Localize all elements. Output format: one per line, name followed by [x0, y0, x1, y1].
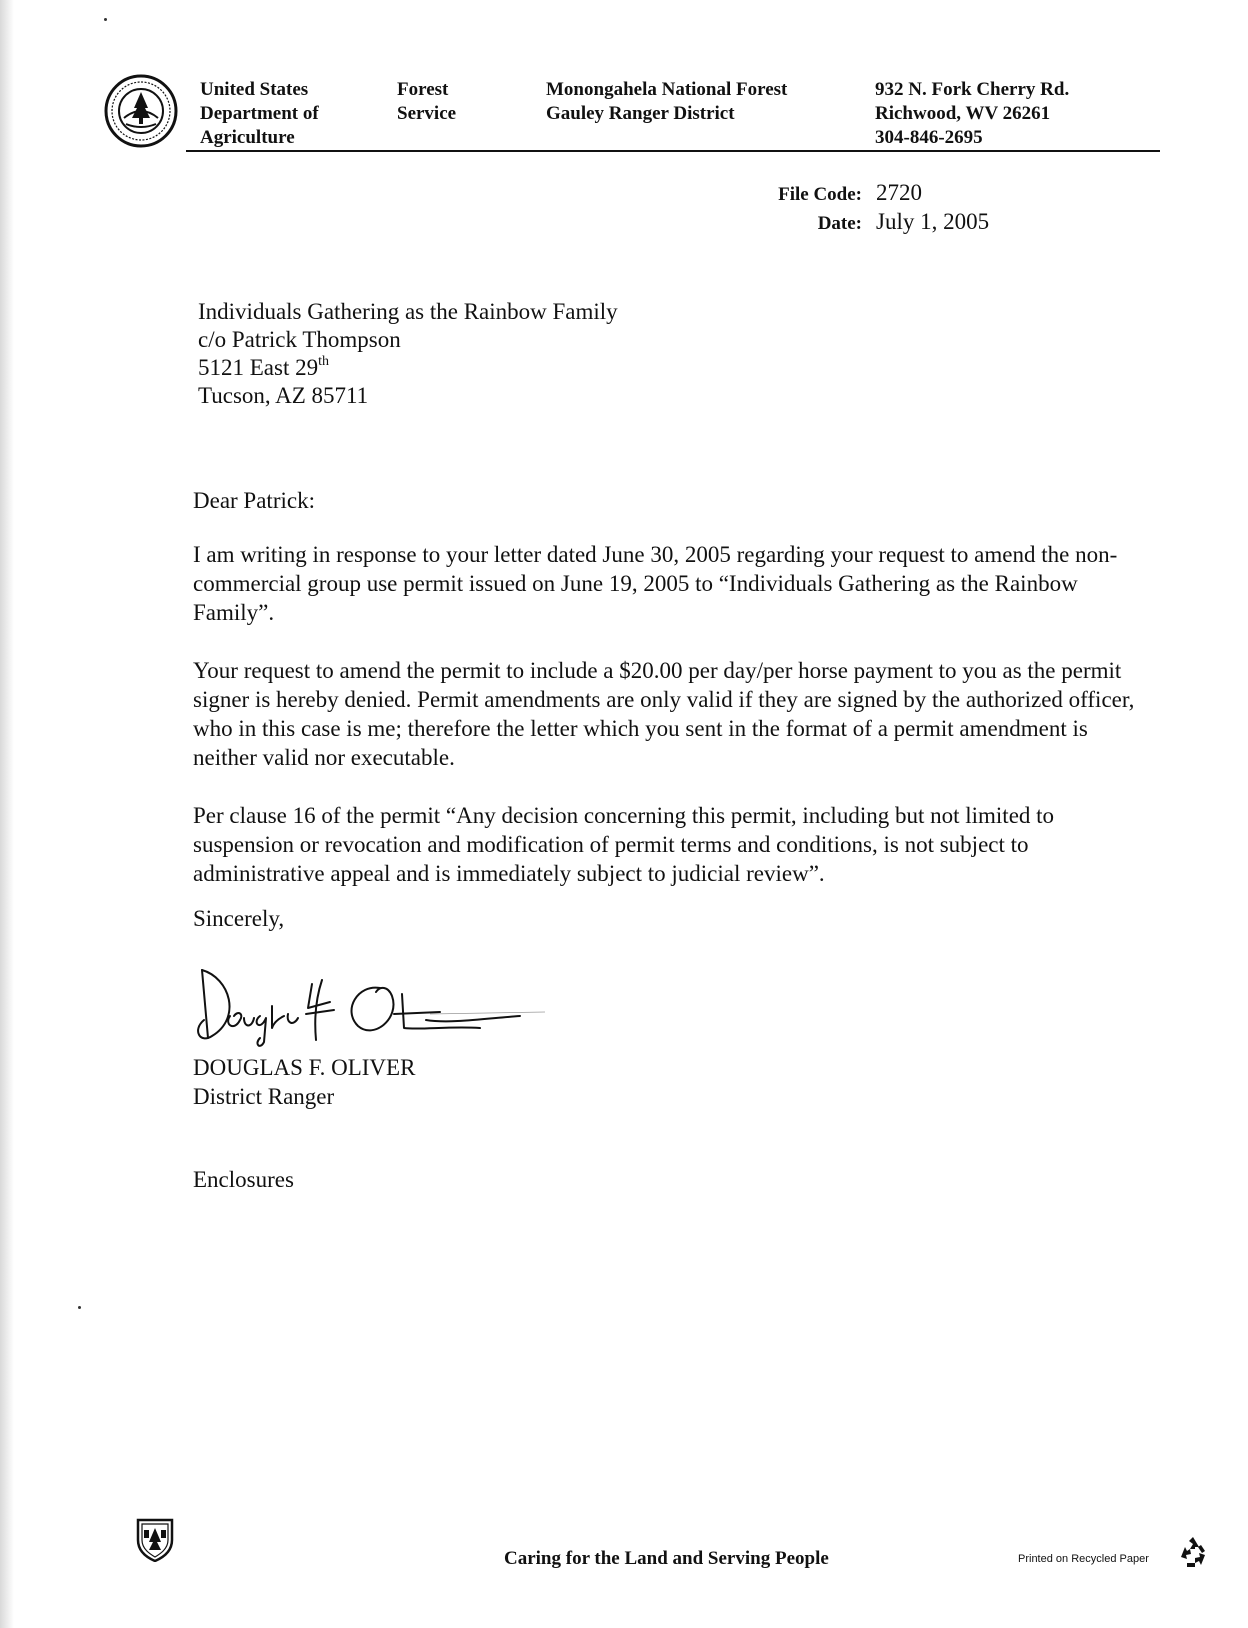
salutation: Dear Patrick:: [193, 488, 315, 513]
recipient-line: Tucson, AZ 85711: [198, 383, 369, 408]
letterhead-address: [875, 78, 1069, 150]
usda-seal-icon: [104, 74, 178, 148]
street-suffix: th: [318, 354, 329, 369]
agency-line: Agriculture: [200, 127, 295, 148]
agency-line: United States: [200, 79, 309, 100]
closing: Sincerely,: [193, 906, 285, 931]
scan-speck: [104, 18, 107, 21]
file-code-label: File Code:: [778, 184, 862, 205]
date-row: [700, 209, 1120, 238]
enclosures: Enclosures: [193, 1167, 294, 1192]
agency-line: Department of: [200, 103, 319, 124]
address-line: 304-846-2695: [875, 127, 983, 148]
letterhead-service: [397, 78, 456, 126]
signer-block: [193, 1053, 415, 1111]
recycled-paper-note: Printed on Recycled Paper: [1018, 1553, 1149, 1565]
file-code-row: [700, 180, 1120, 209]
body-paragraph: Your request to amend the permit to include a $20.00 per day/per horse payment to you as the permit signer is hereby denied. Permit amendments are only valid if they are signed by the authorized officer, who in this case is me; therefore the letter which you sent in the format of a permit amendment is neither valid nor executable.: [193, 658, 1135, 770]
recycle-icon: [1177, 1535, 1209, 1569]
letterhead-agency: [200, 78, 319, 150]
letter-body: [193, 486, 1153, 917]
body-paragraph: I am writing in response to your letter dated June 30, 2005 regarding your request to amend the non-commercial group use permit issued on June 19, 2005 to “Individuals Gathering as the Rainbow Family”.: [193, 542, 1118, 625]
recipient-line: c/o Patrick Thompson: [198, 327, 401, 352]
body-paragraph: Per clause 16 of the permit “Any decision concerning this permit, including but not limited to suspension or revocation and modification of permit terms and conditions, is not subject to administrative appeal and is immediately subject to judicial review”.: [193, 803, 1055, 886]
recipient-line: [198, 354, 618, 382]
forest-service-shield-icon: [134, 1516, 176, 1562]
unit-line: Gauley Ranger District: [546, 103, 735, 124]
service-line: Forest: [397, 79, 449, 100]
recipient-line: Individuals Gathering as the Rainbow Family: [198, 299, 618, 324]
signer-title: District Ranger: [193, 1084, 335, 1109]
recipient-address: [198, 298, 618, 410]
letterhead-rule: [186, 150, 1160, 152]
unit-line: Monongahela National Forest: [546, 79, 788, 100]
file-meta: [700, 180, 1120, 238]
service-line: Service: [397, 103, 457, 124]
date-value: July 1, 2005: [876, 209, 990, 234]
address-line: Richwood, WV 26261: [875, 103, 1051, 124]
footer-motto: Caring for the Land and Serving People: [504, 1548, 829, 1569]
file-code-value: 2720: [876, 180, 922, 205]
scan-edge: [0, 0, 14, 1628]
date-label: Date:: [817, 213, 862, 234]
handwritten-signature: [190, 958, 550, 1058]
letterhead-unit: [546, 78, 787, 126]
scan-speck: [78, 1306, 81, 1309]
address-line: 932 N. Fork Cherry Rd.: [875, 79, 1070, 100]
signer-name: DOUGLAS F. OLIVER: [193, 1055, 416, 1080]
street-text: 5121 East 29: [198, 355, 319, 380]
